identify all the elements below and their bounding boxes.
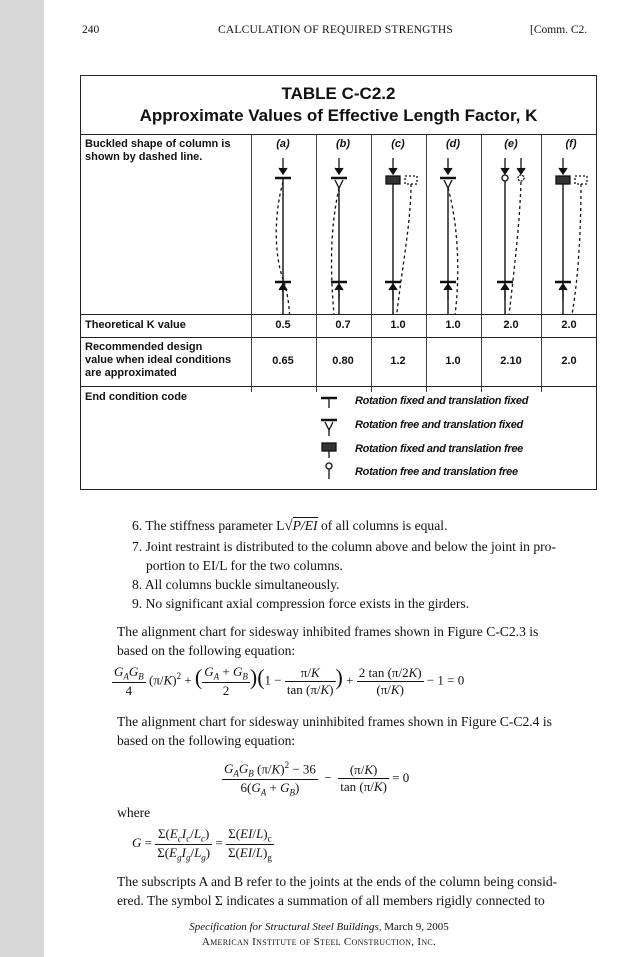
equation-sidesway-inhibited: $\frac{G_AG_B}{4}$ $(\pi/K)^2$ + ( $\frac{G_A + G_B}{2}$ )(1 − $\frac{\pi/K}{\tan (\pi/K)}$ ) + $\frac{2 \tan (\pi/2K)}{(\pi/K)}$ − 1 = 0 <box>114 664 465 698</box>
list-item-6: 6. The stiffness parameter L√P/EI of all columns is equal. <box>132 518 448 534</box>
running-title: CALCULATION OF REQUIRED STRENGTHS <box>218 24 454 36</box>
table-rule <box>81 134 596 135</box>
legend-fixed-free: Rotation fixed and translation free <box>355 443 523 455</box>
end-condition-label: End condition code <box>85 391 188 403</box>
column-supports <box>81 266 596 306</box>
theoretical-k-value: 1.0 <box>390 319 406 331</box>
footer-publisher: American Institute of Steel Construction, Inc. <box>201 936 437 948</box>
list-item-7: 7. Joint restraint is distributed to the column above and below the joint in pro- <box>132 539 556 554</box>
column-head-a: (a) <box>276 138 290 150</box>
theoretical-k-value: 2.0 <box>561 319 577 331</box>
effective-length-table <box>80 75 597 490</box>
recommended-k-value: 0.65 <box>272 355 294 367</box>
column-head-e: (e) <box>504 138 518 150</box>
table-rule <box>81 314 596 315</box>
legend-free-fixed: Rotation free and translation fixed <box>355 419 523 431</box>
list-item-9: 9. No significant axial compression force exists in the girders. <box>132 596 470 611</box>
paragraph-uninhibited: The alignment chart for sidesway uninhibited frames shown in Figure C-C2.4 is based on the following equation: <box>117 714 552 748</box>
table-title: TABLE C-C2.2 <box>281 84 396 103</box>
column-head-f: (f) <box>565 138 577 150</box>
recommended-k-value: 0.80 <box>332 355 354 367</box>
equation-sidesway-uninhibited: $\frac{G_AG_B (\pi/K)^2 - 36}{6(G_A + G_B)}$ − $\frac{(\pi/K)}{\tan (\pi/K)}$ = 0 <box>224 760 410 798</box>
legend-fixed-fixed: Rotation fixed and translation fixed <box>355 395 529 407</box>
end-condition-symbols <box>317 392 341 482</box>
list-item-7-cont: portion to EI/L for the two columns. <box>146 558 343 573</box>
theoretical-k-value: 2.0 <box>503 319 519 331</box>
recommended-label: Recommended design value when ideal conditions are approximated <box>85 341 232 379</box>
column-head-c: (c) <box>391 138 405 150</box>
theoretical-k-value: 0.7 <box>335 319 351 331</box>
footer-spec: Specification for Structural Steel Buildings, March 9, 2005 <box>189 921 449 933</box>
paragraph-inhibited: The alignment chart for sidesway inhibited frames shown in Figure C-C2.3 is based on the following equation: <box>117 624 539 658</box>
table-rule <box>81 337 596 338</box>
recommended-k-value: 1.2 <box>390 355 406 367</box>
page-number: 240 <box>82 24 100 36</box>
theoretical-k-label: Theoretical K value <box>85 319 186 331</box>
theoretical-k-value: 0.5 <box>275 319 291 331</box>
column-head-d: (d) <box>445 138 461 150</box>
legend-free-free: Rotation free and translation free <box>355 466 518 478</box>
paragraph-subscripts: The subscripts A and B refer to the joints at the ends of the column being consid- ered. The symbol Σ indicates a summation of all members rigidly connected to <box>117 874 558 908</box>
recommended-k-value: 1.0 <box>445 355 461 367</box>
table-rule <box>81 386 596 387</box>
where-label: where <box>117 805 151 820</box>
page-gutter <box>0 0 44 957</box>
theoretical-k-value: 1.0 <box>445 319 461 331</box>
table-subtitle: Approximate Values of Effective Length Factor, K <box>139 106 538 125</box>
recommended-k-value: 2.0 <box>561 355 577 367</box>
column-head-b: (b) <box>335 138 351 150</box>
equation-g-definition: G = $\frac{\Sigma(E_cI_c/L_c)}{\Sigma(E_gI_g/L_g)}$ = $\frac{\Sigma(EI/L)_c}{\Sigma(EI/L)_g}$ <box>132 826 272 863</box>
buckled-label: Buckled shape of column is shown by dashed line. <box>85 138 231 163</box>
section-ref: [Comm. C2. <box>530 24 588 36</box>
recommended-k-value: 2.10 <box>500 355 522 367</box>
list-item-8: 8. All columns buckle simultaneously. <box>132 577 340 592</box>
